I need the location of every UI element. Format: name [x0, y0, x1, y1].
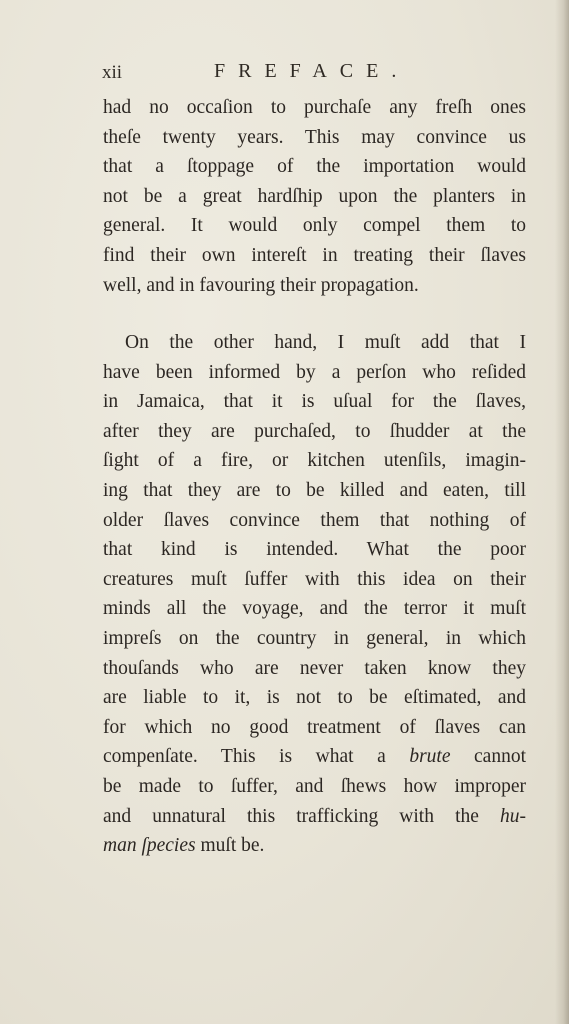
text-line: ſight of a fire, or kitchen utenſils, imagin-	[103, 450, 526, 472]
text-line: had no occaſion to purchaſe any freſh ones	[103, 97, 526, 118]
text-line: not be a great hardſhip upon the planters in	[103, 185, 526, 207]
text-line: well, and in favouring their propagation.	[103, 274, 419, 296]
text-line: theſe twenty years. This may convince us	[103, 126, 526, 148]
italic-word: brute	[409, 746, 451, 768]
text-line	[103, 802, 526, 832]
text-line: be made to ſuffer, and ſhews how improper	[103, 775, 526, 797]
text-line: thouſands who are never taken know they	[103, 657, 526, 679]
text-line: have been informed by a perſon who reſided	[103, 361, 526, 383]
text-line: minds all the voyage, and the terror it muſt	[103, 598, 526, 620]
paragraph-1	[103, 93, 526, 300]
text-run: cannot	[450, 746, 526, 768]
italic-word: man ſpecies	[103, 835, 196, 857]
text-line: impreſs on the country in general, in which	[103, 627, 526, 649]
running-title: FREFACE.	[214, 60, 410, 82]
text-line: that a ſtoppage of the importation would	[103, 156, 526, 178]
text-run: compenſate. This is what a	[103, 746, 410, 768]
text-line: that kind is intended. What the poor	[103, 539, 526, 561]
paragraph-2	[103, 328, 526, 861]
page-edge-shadow	[555, 0, 569, 1024]
text-line: find their own intereſt in treating their ſlaves	[103, 244, 526, 266]
text-line: are liable to it, is not to be eſtimated, and	[103, 687, 526, 709]
text-run: muſt be.	[195, 835, 265, 857]
text-line	[103, 831, 526, 861]
text-line: On the other hand, I muſt add that I	[125, 332, 526, 353]
text-run: and unnatural this trafficking with the	[103, 805, 500, 827]
running-head	[102, 58, 522, 88]
page-number: xii	[102, 62, 123, 83]
text-line	[103, 742, 526, 772]
text-line: for which no good treatment of ſlaves can	[103, 716, 526, 738]
italic-word: hu-	[500, 805, 526, 827]
text-line: general. It would only compel them to	[103, 215, 526, 237]
text-line: older ſlaves convince them that nothing of	[103, 509, 526, 531]
text-line: after they are purchaſed, to ſhudder at the	[103, 420, 526, 442]
text-line: creatures muſt ſuffer with this idea on their	[103, 568, 526, 590]
text-line: ing that they are to be killed and eaten, till	[103, 479, 526, 501]
text-line: in Jamaica, that it is uſual for the ſlaves,	[103, 391, 526, 413]
